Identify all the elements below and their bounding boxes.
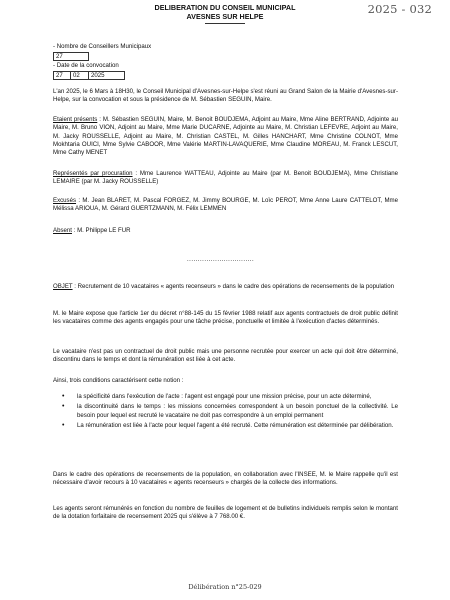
date-year-box — [89, 71, 125, 80]
date-month-box — [71, 71, 89, 80]
excused-label: Excusés — [53, 197, 77, 204]
objet-text: : Recrutement de 10 vacataires « agents recenseurs » dans le cadre des opérations de recensements de la population — [72, 283, 395, 290]
section-separator: ............................... — [187, 257, 255, 263]
members-value-box — [53, 52, 89, 61]
deliberation-reference: 2025 - 032 — [367, 2, 432, 16]
list-item: • la spécificité dans l'exécution de l'acte : l'agent est engagé pour une mission précise, pour un acte déterminé, — [53, 393, 398, 401]
excused-list: : M. Jean BLARET, M. Pascal FORGEZ, M. Jimmy BOURGE, M. Loïc PEROT, Mme Anne Laure CATTELOT, Mme Mélissa ARIOUA, M. Gérard GUERTZMANN, M. Félix LEMMEN — [53, 197, 398, 213]
present-members-paragraph — [53, 116, 398, 157]
objet-paragraph — [53, 283, 398, 291]
conditions-list — [53, 393, 398, 432]
body-paragraph-2: Le vacataire n'est pas un contractuel de droit public mais une personne recrutée pour exercer un acte qui doit être déterminé, discontinu dans le temps et dont la rémunération est liée à cet acte. — [53, 348, 398, 364]
title-underline — [205, 23, 245, 24]
members-value: 27 — [56, 53, 63, 60]
excused-paragraph — [53, 197, 398, 214]
absent-list: : M. Philippe LE FUR — [71, 227, 131, 234]
objet-label: OBJET — [53, 283, 73, 290]
present-label: Etaient présents — [53, 116, 98, 123]
body-paragraph-5: Les agents seront rémunérés en fonction du nombre de feuilles de logement et de bulletins individuels remplis selon le montant de la dotation forfaitaire de recensement 2025 qui s'élève à 7 768.00 €. — [53, 505, 398, 521]
title-line-1: DELIBERATION DU CONSEIL MUNICIPAL — [154, 3, 296, 12]
body-paragraph-4: Dans le cadre des opérations de recensements de la population, en collaboration avec l'INSEE, M. le Maire rappelle qu'il est nécessaire d'avoir recours à 10 vacataires « agents recenseurs » chargés de la collecte des informations. — [53, 471, 398, 487]
body-paragraph-1: M. le Maire expose que l'article 1er du décret n°88-145 du 15 février 1988 relatif aux agents contractuels de droit public définit les vacataires comme des agents engagés pour une tâche précise, ponctuelle et limitée à l'exécution d'actes déterminés. — [53, 310, 398, 326]
title-line-2: AVESNES SUR HELPE — [186, 12, 264, 21]
date-month: 02 — [73, 72, 80, 79]
absent-label: Absent — [53, 227, 72, 234]
page-footer: Délibération n°25-029 — [188, 583, 262, 591]
date-day-box — [53, 71, 71, 80]
date-year: 2025 — [91, 72, 105, 79]
absent-paragraph — [53, 227, 398, 235]
present-list: : M. Sébastien SEGUIN, Maire, M. Benoit BOUDJEMA, Adjoint au Maire, Mme Aline BERTRAND, Adjointe au Maire, M. Bruno VION, Adjoint au Maire, Mme Marie DUCARNE, Adjointe au Maire, M. Christian LEFEVRE, Adjoint au Maire, M. Jacky ROUSSELLE, Adjoint au Maire, M. Christian CASTEL, M. Gilles HANCHART, Mme Christine COLNOT, Mme Mokhtaria OUICI, Mme Sylvie CABOOR, Mme Valérie MARTIN-LAVAQUERIE, Mme Claudine MOREAU, M. Franck LESCUT, Mme Cathy MENET — [53, 116, 398, 157]
date-day: 27 — [56, 72, 63, 79]
convocation-date-label: - Date de la convocation — [53, 62, 119, 69]
opening-paragraph: L'an 2025, le 6 Mars à 18H30, le Conseil Municipal d'Avesnes-sur-Helpe s'est réuni au Grand Salon de la Mairie d'Avesnes-sur-Helpe, sur la convocation et sous la présidence de M. Sébastien SEGUIN, Maire. — [53, 88, 398, 104]
proxy-label: Représentés par procuration — [53, 170, 133, 177]
body-paragraph-3: Ainsi, trois conditions caractérisent cette notion : — [53, 377, 184, 384]
members-label: - Nombre de Conseillers Municipaux — [53, 43, 152, 50]
document-title — [120, 3, 330, 21]
proxy-paragraph — [53, 170, 398, 187]
proxy-list: : Mme Laurence WATTEAU, Adjointe au Maire (par M. Benoit BOUDJEMA), Mme Christiane LEMAIRE (par M. Jacky ROUSSELLE) — [53, 170, 398, 186]
list-item: • la discontinuité dans le temps : les missions concernées correspondent à un besoin ponctuel de la collectivité. Le besoin pour lequel est recruté le vacataire ne doit pas correspondre à un emploi permanent — [53, 403, 398, 420]
list-item: • La rémunération est liée à l'acte pour lequel l'agent a été recruté. Cette rémunération est déterminée par délibération. — [53, 422, 398, 430]
